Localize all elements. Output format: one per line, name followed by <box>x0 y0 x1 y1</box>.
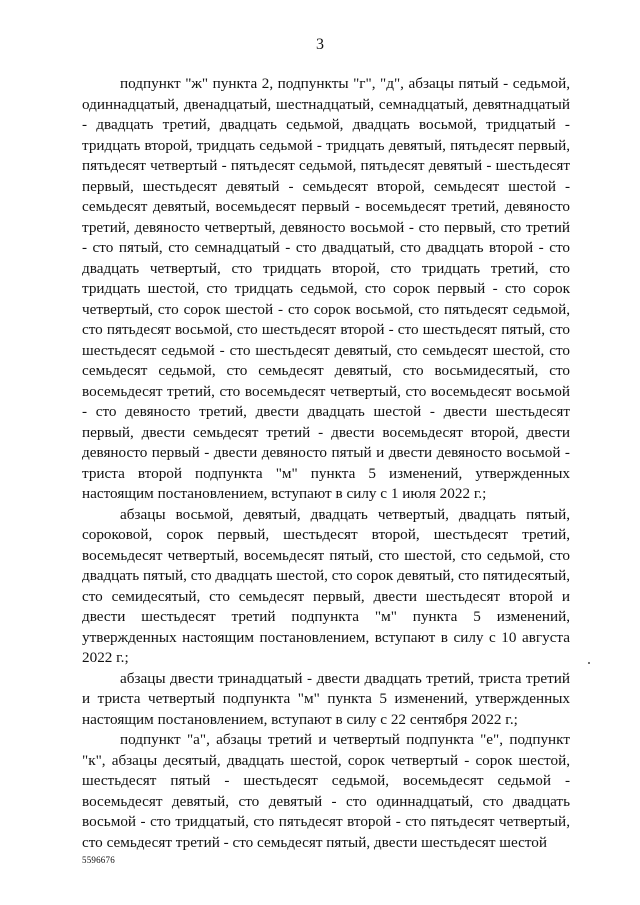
paragraph-3: абзацы двести тринадцатый - двести двадцать третий, триста третий и триста четвертый подпункта "м" пункта 5 изменений, утвержденных настоящим постановлением, вступают в силу с 22 сентября 2022 г.; <box>82 669 570 728</box>
document-body <box>82 74 570 853</box>
paragraph-1: подпункт "ж" пункта 2, подпункты "г", "д", абзацы пятый - седьмой, одиннадцатый, двенадцатый, шестнадцатый, семнадцатый, девятнадцатый - двадцать третий, двадцать седьмой, двадцать восьмой, тридцатый - тридцать второй, тридцать седьмой - тридцать девятый, пятьдесят первый, пятьдесят четвертый - пятьдесят седьмой, пятьдесят девятый - шестьдесят первый, шестьдесят девятый - семьдесят второй, семьдесят шестой - семьдесят девятый, восемьдесят первый - восемьдесят третий, девяносто третий, девяносто четвертый, девяносто восьмой - сто первый, сто третий - сто пятый, сто семнадцатый - сто двадцатый, сто двадцать второй - сто двадцать четвертый, сто тридцать второй, сто тридцать третий, сто тридцать шестой, сто тридцать седьмой, сто сорок первый - сто сорок четвертый, сто сорок шестой - сто сорок восьмой, сто пятьдесят седьмой, сто пятьдесят восьмой, сто шестьдесят второй - сто шестьдесят пятый, сто шестьдесят седьмой - сто шестьдесят девятый, сто семьдесят шестой, сто семьдесят седьмой, сто семьдесят девятый, сто восьмидесятый, сто восемьдесят третий, сто восемьдесят четвертый, сто восемьдесят восьмой - сто девяносто третий, двести двадцать шестой - двести шестьдесят первый, двести семьдесят третий - двести восемьдесят второй, двести девяносто первый - двести девяносто пятый и двести девяносто восьмой - триста второй подпункта "м" пункта 5 изменений, утвержденных настоящим постановлением, вступают в силу с 1 июля 2022 г.; <box>82 75 570 502</box>
page-number: 3 <box>316 36 324 53</box>
margin-mark <box>588 662 590 664</box>
paragraph-2: абзацы восьмой, девятый, двадцать четвертый, двадцать пятый, сороковой, сорок первый, шестьдесят второй, шестьдесят третий, восемьдесят четвертый, восемьдесят пятый, сто шестой, сто седьмой, сто двадцать пятый, сто двадцать шестой, сто сорок девятый, сто пятидесятый, сто семидесятый, сто семьдесят первый, двести шестьдесят второй и двести шестьдесят третий подпункта "м" пункта 5 изменений, утвержденных настоящим постановлением, вступают в силу с 10 августа 2022 г.; <box>82 505 570 666</box>
document-id: 5596676 <box>82 855 115 865</box>
paragraph-4: подпункт "а", абзацы третий и четвертый подпункта "е", подпункт "к", абзацы десятый, двадцать шестой, сорок четвертый - сорок шестой, шестьдесят пятый - шестьдесят седьмой, восемьдесят седьмой - восемьдесят девятый, сто девятый - сто одиннадцатый, сто двадцать восьмой - сто тридцатый, сто пятьдесят второй - сто пятьдесят четвертый, сто семьдесят третий - сто семьдесят пятый, двести шестьдесят шестой <box>82 731 570 851</box>
